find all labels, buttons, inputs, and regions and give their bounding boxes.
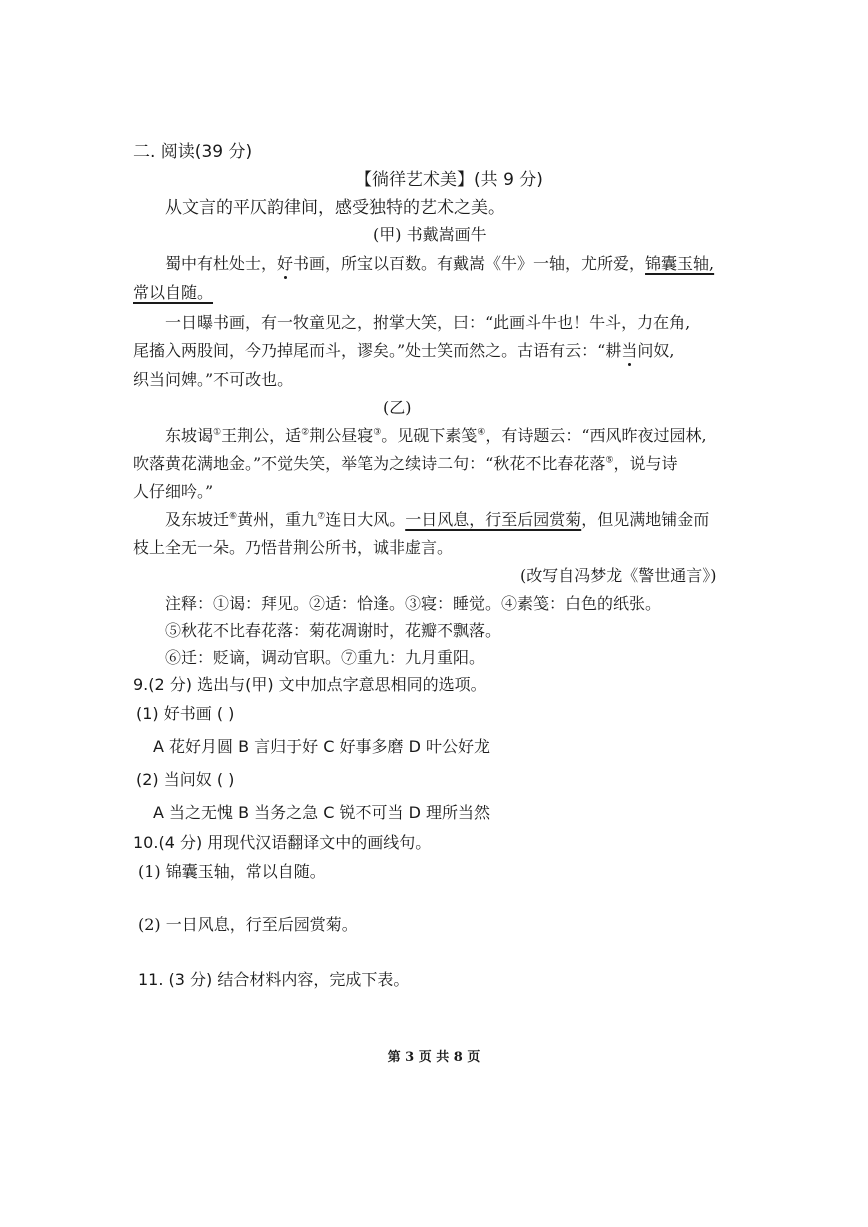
text-segment: 连日大风。 [325,510,406,529]
passage-jia-line-2 [133,283,213,303]
dotted-char: 当 [621,341,638,360]
notes-line-1: 注释：①谒：拜见。②适：恰逢。③寝：睡觉。④素笺：白色的纸张。 [165,594,662,613]
text-segment: 。见砚下素笺 [381,426,478,445]
footnote-marker: ⑦ [317,511,326,522]
q9-sub2-options: A 当之无愧 B 当务之急 C 锐不可当 D 理所当然 [153,803,491,822]
page-footer: 第 3 页 共 8 页 [387,1050,481,1065]
passage-jia-line-5: 织当问婢。”不可改也。 [133,370,294,389]
text-segment: 东坡谒 [165,426,214,445]
passage-yi-line-4 [165,510,709,530]
q9-stem: 9.(2 分) 选出与(甲) 文中加点字意思相同的选项。 [133,675,487,694]
q9-sub1: (1) 好书画 ( ) [136,704,235,723]
text-segment: 问奴, [637,341,675,360]
passage-yi-title: (乙) [383,398,412,417]
text-segment: 蜀中有杜处士， [165,254,278,273]
q10-sub1: (1) 锦囊玉轴，常以自随。 [138,862,326,881]
text-segment: ，但见满地铺金而 [581,510,710,529]
text-segment: ，有诗题云：“西风昨夜过园林, [485,426,707,445]
passage-yi-line-1 [165,426,707,446]
q10-sub2: (2) 一日风息，行至后园赏菊。 [138,915,358,934]
footnote-marker: ⑤ [605,455,614,466]
section-title: 二. 阅读(39 分) [133,142,253,162]
notes-line-2: ⑤秋花不比春花落：菊花凋谢时，花瓣不飘落。 [165,621,502,640]
underlined-sentence: 常以自随。 [133,283,214,302]
footnote-marker: ④ [477,427,486,438]
footnote-marker: ① [213,427,222,438]
footnote-marker: ② [301,427,310,438]
passage-yi-line-3: 人仔细吟。” [133,482,214,501]
notes-line-3: ⑥迁：贬谪，调动官职。⑦重九：九月重阳。 [165,648,486,667]
text-segment: 及东坡迁 [165,510,230,529]
text-segment: 尾搐入两股间，今乃掉尾而斗，谬矣。”处士笑而然之。古语有云：“耕 [133,341,622,360]
passage-jia-title: (甲) 书戴嵩画牛 [373,225,487,244]
text-segment: 书画，所宝以百数。有戴嵩《牛》一轴，尤所爱， [293,254,646,273]
text-segment: 荆公昼寝 [309,426,374,445]
q11-stem: 11. (3 分) 结合材料内容，完成下表。 [138,970,410,989]
passage-jia-line-4 [133,341,674,361]
passage-yi-line-5: 枝上全无一朵。乃悟昔荆公所书，诚非虚言。 [133,538,454,557]
q9-sub2: (2) 当问奴 ( ) [136,770,235,789]
passage-jia-line-1 [165,254,714,274]
passage-source: (改写自冯梦龙《警世通言》) [520,566,717,585]
passage-jia-line-3: 一日曝书画，有一牧童见之，拊掌大笑，曰：“此画斗牛也！牛斗，力在角, [165,313,691,332]
footnote-marker: ⑥ [229,511,238,522]
text-segment: 王荆公，适 [221,426,302,445]
text-segment: ，说与诗 [613,454,678,473]
footnote-marker: ③ [373,427,382,438]
passage-yi-line-2 [133,454,677,474]
text-segment: 吹落黄花满地金。”不觉失笑，举笔为之续诗二句：“秋花不比春花落 [133,454,606,473]
underlined-sentence: 锦囊玉轴, [645,254,715,273]
dotted-char: 好 [277,254,294,273]
block-title: 【徜徉艺术美】(共 9 分) [355,170,543,190]
block-intro: 从文言的平仄韵律间，感受独特的艺术之美。 [165,198,505,218]
text-segment: 黄州，重九 [237,510,318,529]
q9-sub1-options: A 花好月圆 B 言归于好 C 好事多磨 D 叶公好龙 [153,737,491,756]
underlined-sentence: 一日风息，行至后园赏菊 [405,510,582,529]
q10-stem: 10.(4 分) 用现代汉语翻译文中的画线句。 [133,833,432,852]
